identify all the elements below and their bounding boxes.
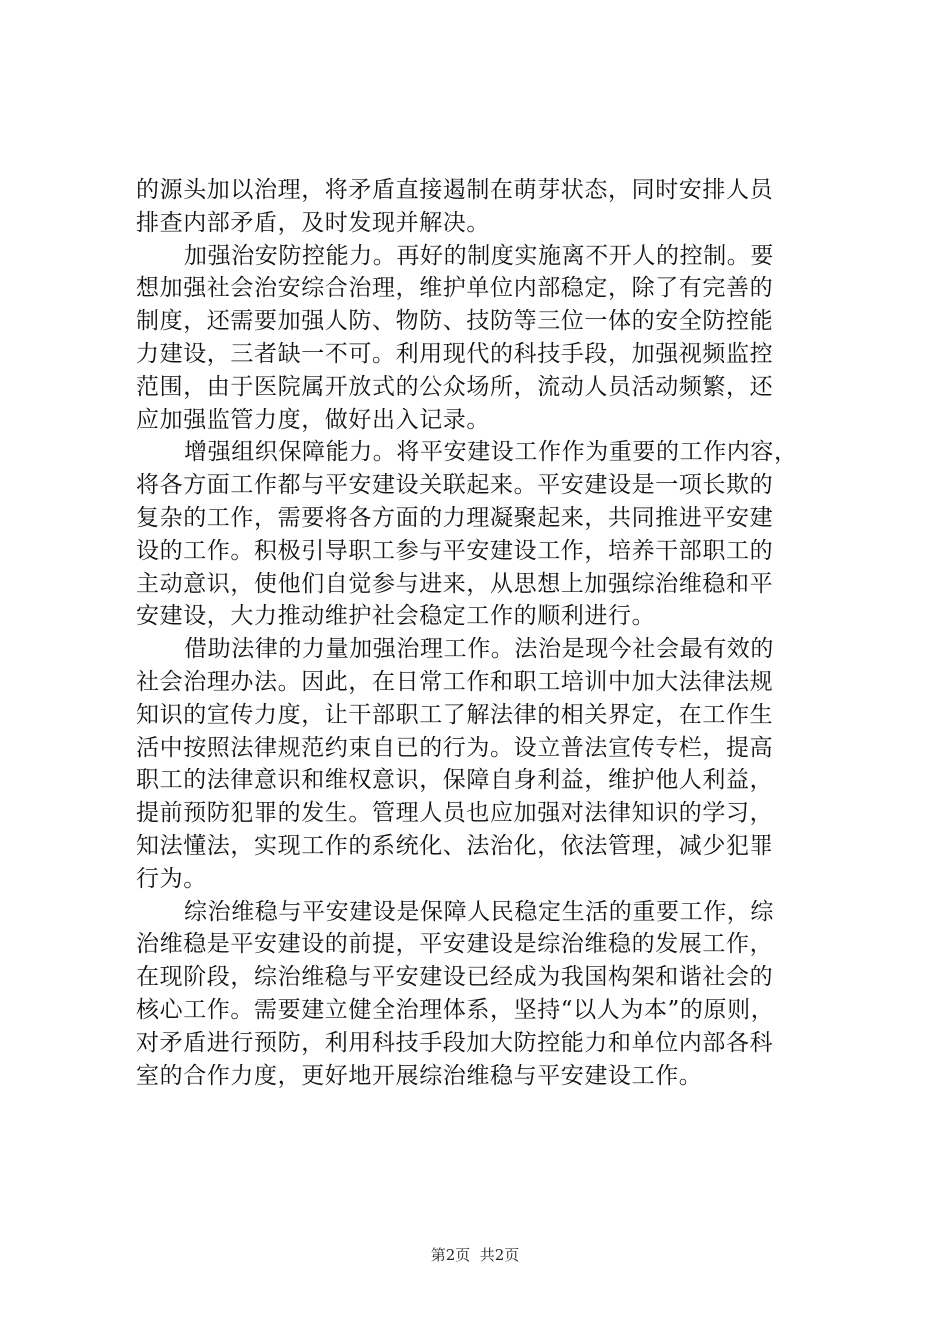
text-line: 在现阶段，综治维稳与平安建设已经成为我国构架和谐社会的 bbox=[136, 964, 774, 991]
body-text bbox=[136, 174, 836, 1092]
text-line: 力建设，三者缺一不可。利用现代的科技手段，加强视频监控 bbox=[136, 340, 774, 367]
text-line: 职工的法律意识和维权意识，保障自身利益，维护他人利益， bbox=[136, 767, 774, 794]
text-line: 安建设，大力推动维护社会稳定工作的顺利进行。 bbox=[136, 603, 656, 630]
paragraph-start-line: 增强组织保障能力。将平安建设工作作为重要的工作内容， bbox=[184, 439, 798, 466]
text-line: 制度，还需要加强人防、物防、技防等三位一体的安全防控能 bbox=[136, 308, 774, 335]
text-line: 想加强社会治安综合治理，维护单位内部稳定，除了有完善的 bbox=[136, 275, 774, 302]
text-line: 提前预防犯罪的发生。管理人员也应加强对法律知识的学习， bbox=[136, 800, 774, 827]
paragraph-start-line: 加强治安防控能力。再好的制度实施离不开人的控制。要 bbox=[184, 242, 774, 269]
paragraph-start-line: 借助法律的力量加强治理工作。法治是现今社会最有效的 bbox=[184, 636, 774, 663]
text-line: 知识的宣传力度，让干部职工了解法律的相关界定，在工作生 bbox=[136, 701, 774, 728]
page-number: 第2页 共2页 bbox=[430, 1246, 520, 1264]
text-line: 排查内部矛盾，及时发现并解决。 bbox=[136, 209, 490, 236]
text-line: 核心工作。需要建立健全治理体系，坚持“以人为本”的原则， bbox=[136, 996, 775, 1023]
text-line: 知法懂法，实现工作的系统化、法治化，依法管理，减少犯罪 bbox=[136, 832, 774, 859]
text-line: 应加强监管力度，做好出入记录。 bbox=[136, 406, 490, 433]
text-line: 活中按照法律规范约束自已的行为。设立普法宣传专栏，提高 bbox=[136, 734, 774, 761]
text-line: 将各方面工作都与平安建设关联起来。平安建设是一项长欺的 bbox=[136, 472, 774, 499]
page-footer bbox=[0, 1245, 950, 1265]
text-line: 设的工作。积极引导职工参与平安建设工作，培养干部职工的 bbox=[136, 537, 774, 564]
text-line: 室的合作力度，更好地开展综治维稳与平安建设工作。 bbox=[136, 1062, 703, 1089]
text-line: 复杂的工作，需要将各方面的力理凝聚起来，共同推进平安建 bbox=[136, 504, 774, 531]
text-line: 的源头加以治理，将矛盾直接遏制在萌芽状态，同时安排人员 bbox=[136, 177, 774, 203]
paragraph-start-line: 综治维稳与平安建设是保障人民稳定生活的重要工作，综 bbox=[184, 898, 774, 925]
text-line: 社会治理办法。因此，在日常工作和职工培训中加大法律法规 bbox=[136, 668, 774, 695]
text-line: 治维稳是平安建设的前提，平安建设是综治维稳的发展工作， bbox=[136, 931, 774, 958]
text-line: 主动意识，使他们自觉参与进来，从思想上加强综治维稳和平 bbox=[136, 570, 774, 597]
text-line: 对矛盾进行预防，利用科技手段加大防控能力和单位内部各科 bbox=[136, 1029, 774, 1056]
text-line: 行为。 bbox=[136, 865, 207, 892]
text-line: 范围，由于医院属开放式的公众场所，流动人员活动频繁，还 bbox=[136, 373, 774, 400]
